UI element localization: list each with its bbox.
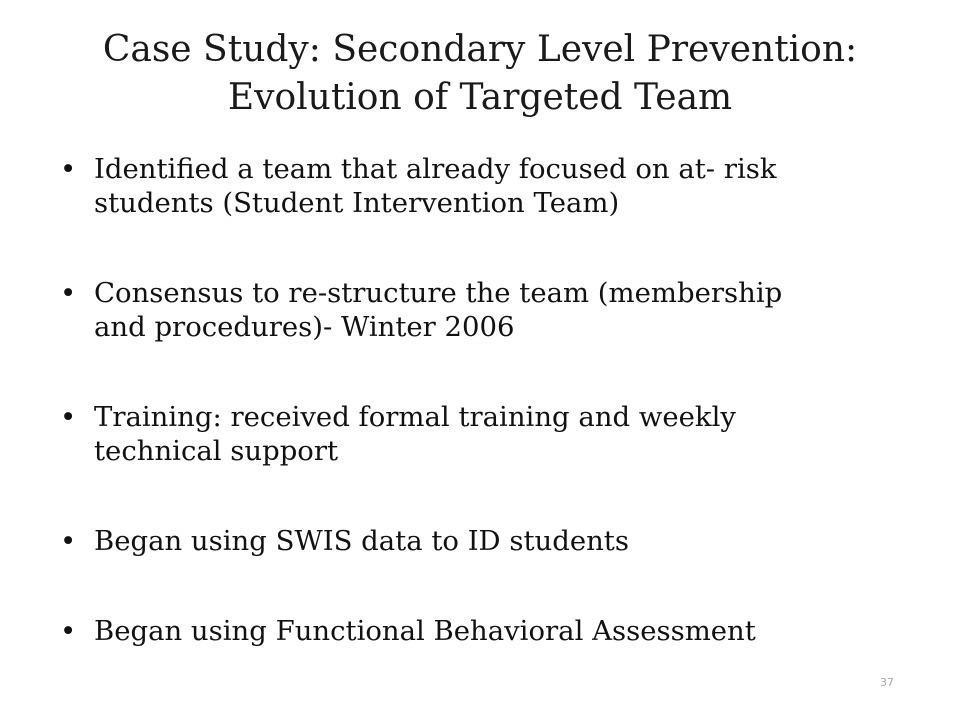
bullet-text-line-2: technical support: [94, 435, 339, 467]
bullet-dot-icon: •: [60, 401, 77, 433]
bullet-dot-icon: •: [60, 153, 77, 185]
slide-title-line-2: Evolution of Targeted Team: [227, 77, 733, 118]
slide-title-line-1: Case Study: Secondary Level Prevention:: [102, 29, 858, 70]
bullet-item-fba: [60, 614, 920, 648]
bullet-text-line-2: students (Student Intervention Team): [94, 187, 620, 219]
bullet-text-line-1: Began using Functional Behavioral Assessment: [94, 615, 756, 647]
bullet-text-line-1: Training: received formal training and weekly: [94, 401, 736, 433]
bullet-text-line-2: and procedures)- Winter 2006: [94, 311, 515, 343]
bullet-item-training: [60, 400, 920, 468]
slide-title: [40, 26, 920, 122]
bullet-dot-icon: •: [60, 615, 77, 647]
bullet-item-swis-data: [60, 524, 920, 558]
bullet-item-identified-team: [60, 152, 920, 220]
bullet-text-line-1: Consensus to re-structure the team (membership: [94, 277, 783, 309]
bullet-dot-icon: •: [60, 525, 77, 557]
bullet-item-consensus: [60, 276, 920, 344]
page-number: 37: [880, 676, 894, 689]
bullet-text-line-1: Began using SWIS data to ID students: [94, 525, 629, 557]
bullet-text-line-1: Identified a team that already focused on at- risk: [94, 153, 777, 185]
bullet-list: [60, 152, 920, 648]
bullet-dot-icon: •: [60, 277, 77, 309]
